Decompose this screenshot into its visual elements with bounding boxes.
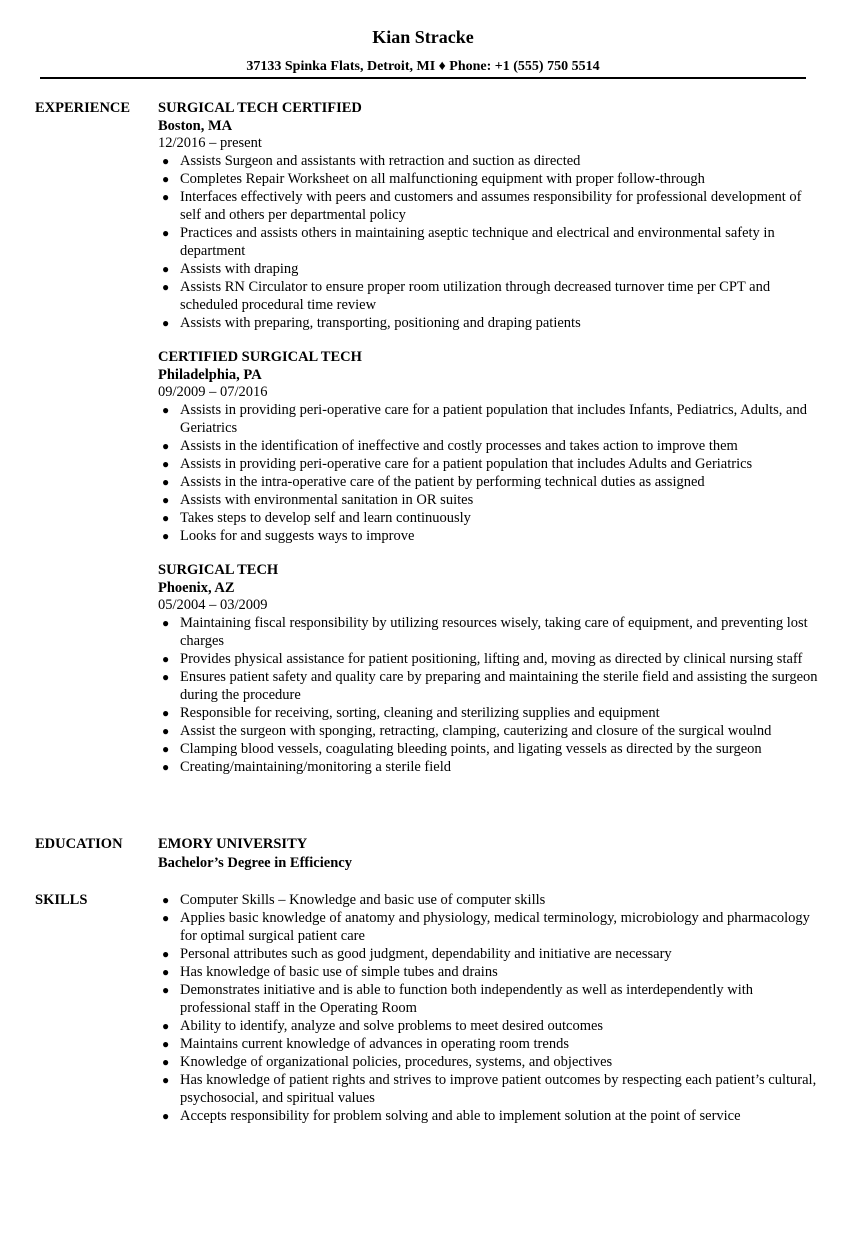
list-item: ● Assist the surgeon with sponging, retracting, clamping, cauterizing and closure of the surgical woulnd (162, 723, 772, 739)
list-item: ● Clamping blood vessels, coagulating bleeding points, and ligating vessels as directed by the surgeon (162, 741, 762, 757)
list-item: ● Has knowledge of patient rights and strives to improve patient outcomes by respecting each patient’s cultural, psychosocial, and spiritual values (162, 1072, 817, 1106)
bullet-icon: ● (162, 262, 170, 276)
list-item: ● Assists in the intra-operative care of the patient by performing technical duties as assigned (162, 474, 705, 490)
bullet-icon: ● (162, 280, 170, 294)
skills-body (158, 891, 818, 1125)
bullet-icon: ● (162, 493, 170, 507)
list-item: ● Personal attributes such as good judgment, dependability and initiative are necessary (162, 946, 672, 962)
list-item: ● Looks for and suggests ways to improve (162, 528, 415, 544)
job-title: SURGICAL TECH CERTIFIED (158, 100, 362, 116)
job-bullets (158, 614, 818, 776)
list-item: ● Has knowledge of basic use of simple tubes and drains (162, 964, 498, 980)
list-item: ● Assists with preparing, transporting, positioning and draping patients (162, 315, 581, 331)
list-item: ● Applies basic knowledge of anatomy and physiology, medical terminology, microbiology and pharmacology for optimal surgical patient care (162, 910, 810, 944)
list-item: ● Assists in providing peri-operative care for a patient population that includes Adults and Geriatrics (162, 456, 753, 472)
list-item: ● Knowledge of organizational policies, procedures, systems, and objectives (162, 1054, 613, 1070)
list-item: ● Computer Skills – Knowledge and basic use of computer skills (162, 892, 546, 908)
bullet-icon: ● (162, 1055, 170, 1069)
list-item: ● Maintains current knowledge of advances in operating room trends (162, 1036, 569, 1052)
list-item: ● Creating/maintaining/monitoring a sterile field (162, 759, 452, 775)
list-item: ● Completes Repair Worksheet on all malfunctioning equipment with proper follow-through (162, 171, 705, 187)
bullet-icon: ● (162, 1037, 170, 1051)
job-location: Philadelphia, PA (158, 367, 262, 383)
job-dates: 05/2004 – 03/2009 (158, 597, 268, 613)
header-divider (40, 77, 806, 79)
bullet-icon: ● (162, 983, 170, 997)
list-item: ● Assists in providing peri-operative care for a patient population that includes Infants, Pediatrics, Adults, and Geriatrics (162, 402, 807, 436)
list-item: ● Takes steps to develop self and learn continuously (162, 510, 471, 526)
bullet-icon: ● (162, 457, 170, 471)
bullet-icon: ● (162, 706, 170, 720)
bullet-icon: ● (162, 1109, 170, 1123)
experience-body (158, 99, 818, 792)
job-bullets (158, 152, 818, 332)
bullet-icon: ● (162, 742, 170, 756)
bullet-icon: ● (162, 190, 170, 204)
bullet-icon: ● (162, 226, 170, 240)
job-location: Phoenix, AZ (158, 580, 235, 596)
list-item: ● Assists Surgeon and assistants with retraction and suction as directed (162, 153, 581, 169)
list-item: ● Assists RN Circulator to ensure proper room utilization through decreased turnover time per CPT and scheduled procedural time review (162, 279, 771, 313)
list-item: ● Maintaining fiscal responsibility by utilizing resources wisely, taking care of equipment, and preventing lost charges (162, 615, 808, 649)
bullet-icon: ● (162, 316, 170, 330)
job-entry (158, 348, 818, 545)
list-item: ● Assists in the identification of ineffective and costly processes and takes action to improve them (162, 438, 738, 454)
candidate-name: Kian Stracke (372, 27, 474, 47)
bullet-icon: ● (162, 511, 170, 525)
bullet-icon: ● (162, 616, 170, 630)
bullet-icon: ● (162, 172, 170, 186)
bullet-icon: ● (162, 652, 170, 666)
education-body (158, 835, 818, 873)
job-entry (158, 561, 818, 776)
list-item: ● Ensures patient safety and quality care by preparing and maintaining the sterile field and assisting the surgeon during the procedure (162, 669, 818, 703)
list-item: ● Ability to identify, analyze and solve problems to meet desired outcomes (162, 1018, 604, 1034)
degree-name: Bachelor’s Degree in Efficiency (158, 855, 352, 871)
bullet-icon: ● (162, 1073, 170, 1087)
job-title: SURGICAL TECH (158, 562, 279, 578)
bullet-icon: ● (162, 403, 170, 417)
job-dates: 12/2016 – present (158, 135, 262, 151)
list-item: ● Responsible for receiving, sorting, cleaning and sterilizing supplies and equipment (162, 705, 660, 721)
contact-line: 37133 Spinka Flats, Detroit, MI ♦ Phone: +1 (555) 750 5514 (246, 59, 600, 74)
job-bullets (158, 401, 818, 545)
bullet-icon: ● (162, 529, 170, 543)
section-title-skills: SKILLS (35, 892, 88, 908)
bullet-icon: ● (162, 475, 170, 489)
list-item: ● Provides physical assistance for patient positioning, lifting and, moving as directed by clinical nursing staff (162, 651, 803, 667)
bullet-icon: ● (162, 154, 170, 168)
skills-list (158, 891, 818, 1125)
section-title-experience: EXPERIENCE (35, 100, 131, 116)
list-item: ● Practices and assists others in maintaining aseptic technique and electrical and environmental safety in department (162, 225, 775, 259)
job-dates: 09/2009 – 07/2016 (158, 384, 268, 400)
bullet-icon: ● (162, 760, 170, 774)
list-item: ● Assists with environmental sanitation in OR suites (162, 492, 474, 508)
job-entry (158, 99, 818, 332)
list-item: ● Interfaces effectively with peers and customers and assumes responsibility for professional development of self and others per departmental policy (162, 189, 802, 223)
bullet-icon: ● (162, 947, 170, 961)
bullet-icon: ● (162, 911, 170, 925)
list-item: ● Assists with draping (162, 261, 299, 277)
list-item: ● Accepts responsibility for problem solving and able to implement solution at the point of service (162, 1108, 741, 1124)
bullet-icon: ● (162, 724, 170, 738)
list-item: ● Demonstrates initiative and is able to function both independently as well as interdependently with professional staff in the Operating Room (162, 982, 754, 1016)
bullet-icon: ● (162, 439, 170, 453)
job-location: Boston, MA (158, 118, 233, 134)
section-title-education: EDUCATION (35, 836, 123, 852)
school-name: EMORY UNIVERSITY (158, 836, 308, 852)
bullet-icon: ● (162, 1019, 170, 1033)
bullet-icon: ● (162, 893, 170, 907)
job-title: CERTIFIED SURGICAL TECH (158, 349, 362, 365)
bullet-icon: ● (162, 965, 170, 979)
bullet-icon: ● (162, 670, 170, 684)
